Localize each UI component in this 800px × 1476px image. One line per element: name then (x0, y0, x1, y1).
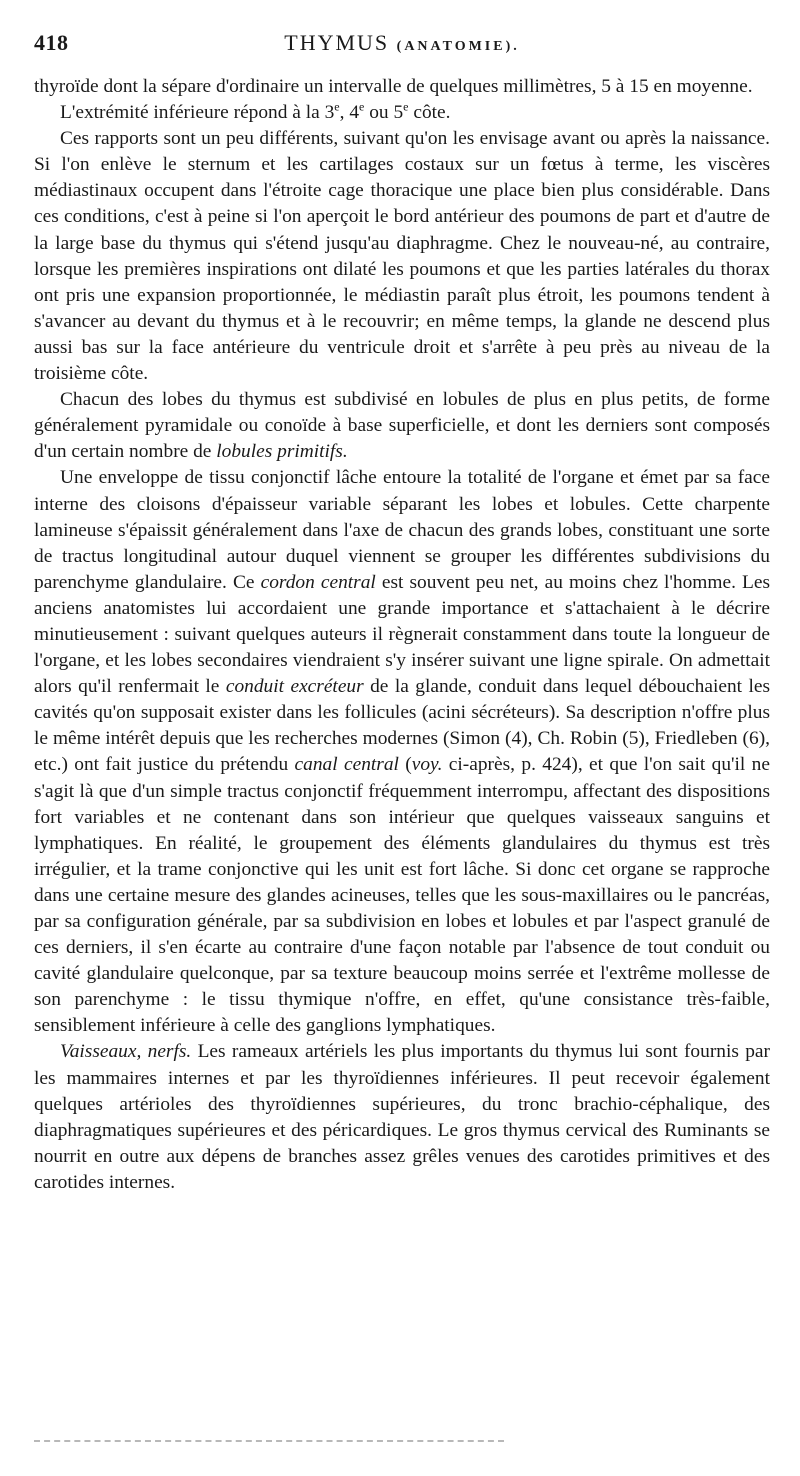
running-title-sub: (ANATOMIE). (396, 39, 520, 54)
text-run: , 4 (339, 102, 360, 124)
text-run: Les rameaux artériels les plus importants du thymus lui sont fournis par les mammaires internes et par les thyroïdiennes inférieures. Il peut recevoir également quelques artérioles des thyroïdiennes supérieures, du tronc brachio-céphalique, des diaphragmatiques supérieures et des péricardiques. Le gros thymus cervical des Ruminants se nourrit en outre aux dépens de branches assez grêles venues des carotides primitives et des carotides internes. (34, 1041, 770, 1193)
page-header (34, 30, 770, 68)
italic-term: cordon central (260, 571, 376, 593)
document-page (34, 0, 770, 1196)
body-text (34, 74, 770, 1196)
paragraph-envelope (34, 465, 770, 1039)
paragraph-continuation: thyroïde dont la sépare d'ordinaire un intervalle de quelques millimètres, 5 à 15 en moyenne. (34, 76, 753, 97)
text-run: est souvent peu net, au moins chez l'homme. Les anciens anatomistes lui accordaient une grande importance et s'attachaient à le décrire minutieusement : suivant quelques auteurs il règnerait constamment dans toute la longueur de l'organe, et les lobes secondaires viendraient s'y insérer suivant une ligne spirale. On admettait alors qu'il renfermait le (34, 571, 770, 698)
paragraph-vessels-nerves (34, 1039, 770, 1196)
superscript: e (403, 99, 409, 114)
text-run: Une enveloppe de tissu conjonctif lâche entoure la totalité de l'organe et émet par sa face interne des cloisons d'épaisseur variable séparant les lobes et lobules. Cette charpente lamineuse s'épaissit généralement dans l'axe de chacun des grands lobes, constituant une sorte de tractus longitudinal autour duquel viennent se grouper les différentes subdivisions du parenchyme glandulaire. Ce (34, 467, 770, 593)
running-title (34, 30, 770, 56)
text-run: ou 5 (364, 102, 404, 124)
superscript: e (359, 99, 365, 114)
text-run: ( (398, 754, 412, 776)
italic-term: conduit excréteur (225, 676, 364, 698)
italic-term: lobules primitifs. (216, 441, 348, 463)
text-run: côte. (408, 102, 451, 124)
text-run: de la glande, conduit dans lequel débouchaient les cavités qu'on supposait exister dans les follicules (acini sécréteurs). Sa description n'offre plus le même intérêt depuis que les recherches modernes (Simon (4), Ch. Robin (5), Friedleben (6), etc.) ont fait justice du prétendu (34, 676, 771, 776)
italic-term: canal central (294, 754, 399, 776)
footer-dashed-rule (34, 1440, 504, 1442)
text-run: Chacun des lobes du thymus est subdivisé en lobules de plus en plus petits, de forme généralement pyramidale ou conoïde à base superficielle, et dont les derniers sont composés d'un certain nombre de (34, 389, 770, 463)
italic-term: voy. (411, 754, 443, 776)
text-run: ci-après, p. 424), et que l'on sait qu'il ne s'agit là que d'un simple tractus conjonctif fréquemment interrompu, affectant des dispositions fort variables et ne contenant dans son intérieur que quelques vaisseaux sanguins et lymphatiques. En réalité, le groupement des éléments glandulaires du thymus est très irrégulier, et la trame conjonctive qui les unit est fort lâche. Si donc cet organe se rapproche dans une certaine mesure des glandes acineuses, telles que les sous-maxillaires ou le pancréas, par sa configuration générale, par sa subdivision en lobes et lobules et par l'aspect granulé de ces derniers, il s'en écarte au contraire d'une façon notable par l'absence de tout conduit ou cavité glandulaire quelconque, par sa texture beaucoup moins serrée et l'extrême mollesse de son parenchyme : le tissu thymique n'offre, en effet, qu'une consistance très-faible, sensiblement inférieure à celle des ganglions lymphatiques. (34, 754, 770, 1037)
superscript: e (334, 99, 340, 114)
paragraph-lower-extremity (34, 100, 770, 126)
running-title-main: THYMUS (284, 30, 390, 55)
paragraph-relations: Ces rapports sont un peu différents, suivant qu'on les envisage avant ou après la naissance. Si l'on enlève le sternum et les cartilages costaux sur un fœtus à terme, les viscères médiastinaux occupent dans l'étroite cage thoracique une place bien plus considérable. Dans ces conditions, c'est à peine si l'on aperçoit le bord antérieur des poumons de part et d'autre de la large base du thymus qui s'étend jusqu'au diaphragme. Chez le nouveau-né, au contraire, lorsque les premières inspirations ont dilaté les poumons et que les parties latérales du thorax ont pris une expansion proportionnée, le médiastin paraît plus étroit, les poumons tendent à s'avancer au devant du thymus et à le recouvrir; en même temps, la glande ne descend plus aussi bas sur la face antérieure du ventricule droit et s'arrête à peu près au niveau de la troisième côte. (34, 128, 770, 385)
section-lead-italic: Vaisseaux, nerfs. (60, 1041, 192, 1063)
paragraph-lobes (34, 387, 770, 465)
page-number: 418 (34, 30, 69, 55)
text-run: L'extrémité inférieure répond à la 3 (60, 102, 335, 124)
